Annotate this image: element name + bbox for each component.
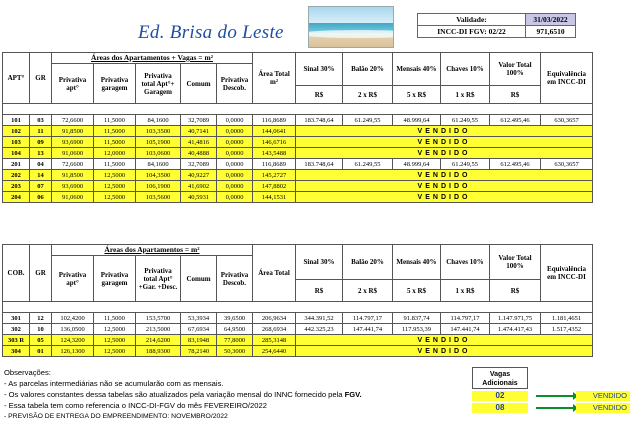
area-cell: 153,5700 [136,313,181,324]
unit-number: 301 [3,313,30,324]
area-cell: 116,8689 [253,115,296,126]
col-equiv: Equivalência em INCC-DI [541,245,593,302]
table-row [3,324,593,335]
col-valor: Valor Total 100% [490,245,541,280]
col-equiv: Equivalência em INCC-DI [541,53,593,104]
area-cell: 11,5000 [94,159,136,170]
price-cell: 630,3657 [541,159,593,170]
area-group-header: Áreas dos Apartamentos + Vagas = m² [52,53,253,64]
col-priv-total: Privativa total Apt°+ Garagem [136,64,181,104]
col-chaves: Chaves 10% [441,53,490,86]
area-cell: 0,0000 [217,181,253,192]
col-priv-desc: Privativa Descob. [217,256,253,302]
price-cell: 61.249,55 [343,115,393,126]
col-gr: GR [30,245,52,302]
area-cell: 103,3500 [136,126,181,137]
area-cell: 126,1300 [52,346,94,357]
price-cell: 183.748,64 [296,159,343,170]
garage-number: 11 [30,126,52,137]
area-cell: 146,6716 [253,137,296,148]
col-gr: GR [30,53,52,104]
table-row [3,170,593,181]
unit-number: 103 [3,137,30,148]
area-cell: 144,0641 [253,126,296,137]
col-comum: Comum [181,64,217,104]
col-mensais: Mensais 40% [393,245,441,280]
sold-label: VENDIDO [296,126,593,137]
area-cell: 12,5000 [94,335,136,346]
penthouses-table [2,244,593,357]
area-cell: 72,6600 [52,115,94,126]
index-value: 971,6510 [526,26,576,38]
area-cell: 83,1948 [181,335,217,346]
sold-label: VENDIDO [296,148,593,159]
area-cell: 0,0000 [217,170,253,181]
area-cell: 50,3000 [217,346,253,357]
area-cell: 213,5000 [136,324,181,335]
price-cell: 147.441,74 [343,324,393,335]
sold-label: VENDIDO [296,181,593,192]
area-cell: 103,5600 [136,192,181,203]
obs-line-2: - Os valores constantes dessa tabelas são atualizados pela variação mensal do INNC fornecido pela FGV. [4,390,362,399]
area-cell: 91,0600 [52,192,94,203]
unit-number: 304 [3,346,30,357]
area-cell: 147,8802 [253,181,296,192]
col-priv-apt: Privativa apt° [52,64,94,104]
area-cell: 84,1600 [136,115,181,126]
building-title: Ed. Brisa do Leste [138,22,284,43]
table-row [3,115,593,126]
vagas-title: Vagas Adicionais [472,367,528,389]
obs-line-3: - Essa tabela tem como referencia o INCC-DI-FGV do mês FEVEREIRO/2022 [4,401,267,410]
area-cell: 93,6900 [52,181,94,192]
garage-number: 14 [30,170,52,181]
area-cell: 206,9634 [253,313,296,324]
area-cell: 214,6200 [136,335,181,346]
area-cell: 116,8689 [253,159,296,170]
area-cell: 285,3148 [253,335,296,346]
arrow-right-icon [536,395,574,397]
area-cell: 39,6500 [217,313,253,324]
col-mensais: Mensais 40% [393,53,441,86]
unit-number: 101 [3,115,30,126]
area-cell: 41,4816 [181,137,217,148]
garage-number: 13 [30,148,52,159]
price-cell: 91.837,74 [393,313,441,324]
price-cell: 117.953,39 [393,324,441,335]
area-cell: 12,5000 [94,346,136,357]
col-priv-apt: Privativa apt° [52,256,94,302]
price-cell: 1.474.417,43 [490,324,541,335]
area-cell: 12,5000 [94,192,136,203]
col-priv-gar: Privativa garagem [94,64,136,104]
sub-mensais: 5 x R$ [393,86,441,104]
vaga-number: 08 [472,403,528,413]
price-cell: 1.517,4352 [541,324,593,335]
price-cell: 630,3657 [541,115,593,126]
unit-number: 102 [3,126,30,137]
obs-title: Observações: [4,368,51,377]
area-cell: 144,1531 [253,192,296,203]
obs-line-4: - PREVISÃO DE ENTREGA DO EMPREENDIMENTO: NOVEMBRO/2022 [4,413,228,420]
area-cell: 77,8000 [217,335,253,346]
area-cell: 40,7141 [181,126,217,137]
area-cell: 12,0000 [94,148,136,159]
area-cell: 40,5931 [181,192,217,203]
garage-number: 01 [30,346,52,357]
arrow-right-icon [536,407,574,409]
area-cell: 105,1900 [136,137,181,148]
area-cell: 41,6902 [181,181,217,192]
area-cell: 11,5000 [94,137,136,148]
price-cell: 61.249,55 [343,159,393,170]
garage-number: 10 [30,324,52,335]
vaga-status: VENDIDO [576,391,630,401]
area-cell: 0,0000 [217,148,253,159]
area-cell: 102,4200 [52,313,94,324]
col-balao: Balão 20% [343,245,393,280]
garage-number: 06 [30,192,52,203]
table-row [3,126,593,137]
sold-label: VENDIDO [296,346,593,357]
area-cell: 72,6600 [52,159,94,170]
area-cell: 93,6900 [52,137,94,148]
sold-label: VENDIDO [296,170,593,181]
obs-line-1: - As parcelas intermediárias não se acumularão com as mensais. [4,379,224,388]
table-row [3,137,593,148]
apartments-table [2,52,593,203]
sold-label: VENDIDO [296,192,593,203]
garage-number: 12 [30,313,52,324]
beach-photo [308,6,394,48]
area-cell: 53,3934 [181,313,217,324]
table-row [3,148,593,159]
col-sinal: Sinal 30% [296,245,343,280]
sub-valor: R$ [490,86,541,104]
vaga-status: VENDIDO [576,403,630,413]
table-row [3,192,593,203]
garage-number: 03 [30,115,52,126]
area-cell: 145,2727 [253,170,296,181]
area-cell: 0,0000 [217,126,253,137]
area-cell: 0,0000 [217,115,253,126]
price-cell: 442.325,23 [296,324,343,335]
price-cell: 1.147.971,75 [490,313,541,324]
area-group-header: Áreas dos Apartamentos = m² [52,245,253,256]
col-area-total: Área Total m² [253,53,296,104]
table-row [3,346,593,357]
area-cell: 12,5000 [94,324,136,335]
area-cell: 11,5000 [94,115,136,126]
price-cell: 114.797,17 [441,313,490,324]
area-cell: 11,5000 [94,313,136,324]
price-cell: 61.249,55 [441,115,490,126]
sub-balao: 2 x R$ [343,280,393,302]
col-priv-gar: Privativa garagem [94,256,136,302]
area-cell: 40,4888 [181,148,217,159]
observations [4,367,362,422]
garage-number: 04 [30,159,52,170]
area-cell: 11,5000 [94,126,136,137]
garage-number: 07 [30,181,52,192]
col-balao: Balão 20% [343,53,393,86]
sub-balao: 2 x R$ [343,86,393,104]
unit-number: 203 [3,181,30,192]
area-cell: 0,0000 [217,192,253,203]
area-cell: 254,6440 [253,346,296,357]
price-cell: 612.495,46 [490,159,541,170]
sub-mensais: 5 x R$ [393,280,441,302]
col-comum: Comum [181,256,217,302]
sub-chaves: 1 x R$ [441,86,490,104]
col-apt: APT° [3,53,30,104]
price-cell: 1.181,4651 [541,313,593,324]
validity-box [417,13,576,38]
unit-number: 201 [3,159,30,170]
sold-label: VENDIDO [296,335,593,346]
vaga-number: 02 [472,391,528,401]
area-cell: 106,1900 [136,181,181,192]
sub-sinal: R$ [296,86,343,104]
sub-sinal: R$ [296,280,343,302]
sub-valor: R$ [490,280,541,302]
col-valor: Valor Total 100% [490,53,541,86]
area-cell: 12,5000 [94,181,136,192]
area-cell: 0,0000 [217,159,253,170]
price-cell: 61.249,55 [441,159,490,170]
price-cell: 48.999,64 [393,115,441,126]
garage-number: 05 [30,335,52,346]
area-cell: 103,0600 [136,148,181,159]
unit-number: 204 [3,192,30,203]
area-cell: 40,9227 [181,170,217,181]
validity-label: Validade: [418,14,526,26]
price-cell: 344.391,52 [296,313,343,324]
area-cell: 67,6934 [181,324,217,335]
price-cell: 147.441,74 [441,324,490,335]
area-cell: 0,0000 [217,137,253,148]
col-priv-total: Privativa total Apt°+Gar. +Desc. [136,256,181,302]
area-cell: 32,7089 [181,159,217,170]
price-cell: 183.748,64 [296,115,343,126]
price-cell: 612.495,46 [490,115,541,126]
area-cell: 84,1600 [136,159,181,170]
col-area-total: Área Total [253,245,296,302]
unit-number: 104 [3,148,30,159]
area-cell: 188,9300 [136,346,181,357]
area-cell: 136,0500 [52,324,94,335]
unit-number: 303 R [3,335,30,346]
table-row [3,181,593,192]
area-cell: 91,0600 [52,148,94,159]
price-cell: 114.797,17 [343,313,393,324]
sub-chaves: 1 x R$ [441,280,490,302]
area-cell: 268,6934 [253,324,296,335]
garage-number: 09 [30,137,52,148]
col-cob: COB. [3,245,30,302]
unit-number: 302 [3,324,30,335]
table-row [3,313,593,324]
validity-date: 31/03/2022 [526,14,576,26]
area-cell: 12,5000 [94,170,136,181]
index-label: INCC-DI FGV: 02/22 [418,26,526,38]
area-cell: 104,3500 [136,170,181,181]
table-row [3,159,593,170]
sold-label: VENDIDO [296,137,593,148]
area-cell: 78,2140 [181,346,217,357]
area-cell: 91,8500 [52,126,94,137]
unit-number: 202 [3,170,30,181]
area-cell: 32,7089 [181,115,217,126]
table-row [3,335,593,346]
area-cell: 91,8500 [52,170,94,181]
col-chaves: Chaves 10% [441,245,490,280]
price-cell: 48.999,64 [393,159,441,170]
area-cell: 143,5488 [253,148,296,159]
col-sinal: Sinal 30% [296,53,343,86]
col-priv-desc: Privativa Descob. [217,64,253,104]
area-cell: 124,3200 [52,335,94,346]
area-cell: 64,9500 [217,324,253,335]
